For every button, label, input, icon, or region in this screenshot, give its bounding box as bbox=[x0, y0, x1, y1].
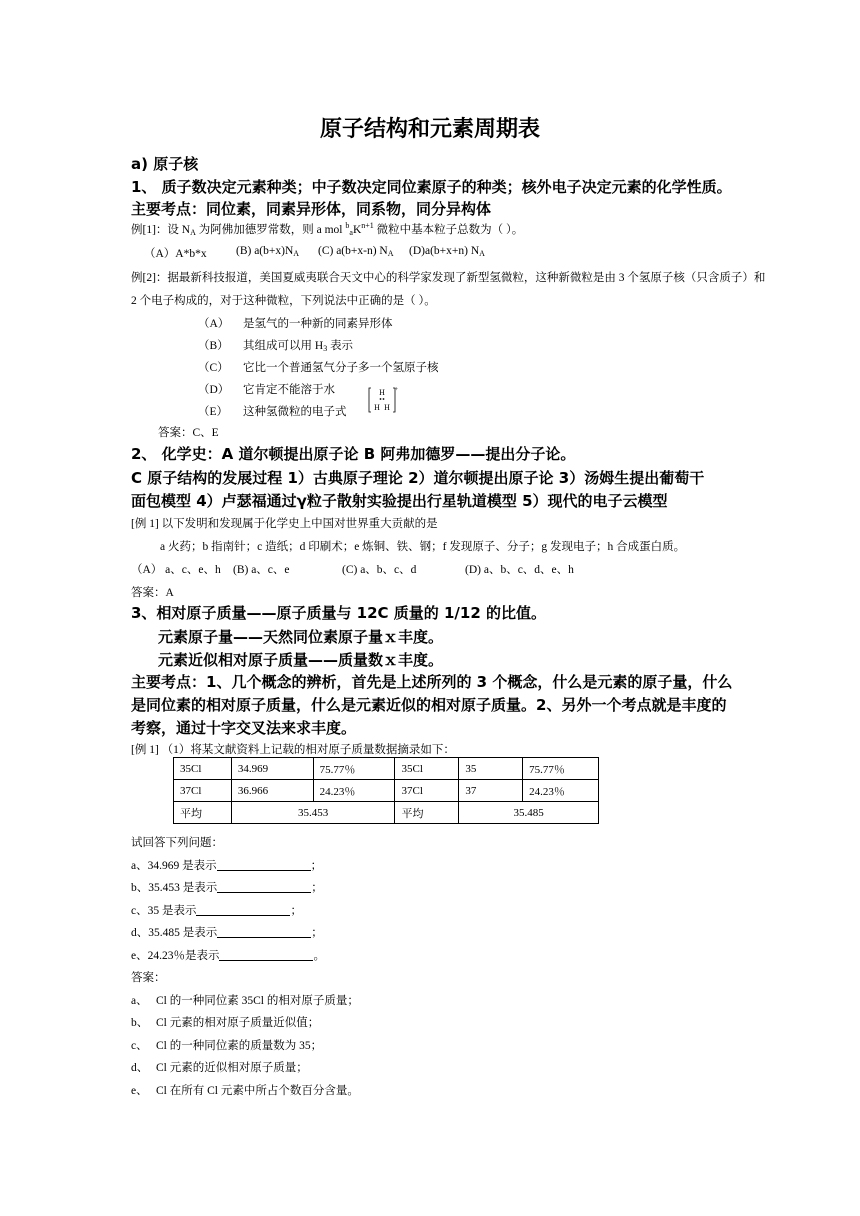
example-1-option-c bbox=[318, 245, 394, 258]
text: ； bbox=[311, 927, 323, 939]
table-row bbox=[174, 780, 599, 802]
subscript: A bbox=[479, 249, 485, 258]
example-1-option-a: （A）A*b*x bbox=[144, 248, 207, 260]
text: d、35.485 是表示 bbox=[131, 927, 218, 939]
example-2-question-line-1: 例[2]：据最新科技报道，美国夏威夷联合天文中心的科学家发现了新型氢微粒，这种新微粒是由 3 个氢原子核（只含质子）和 bbox=[131, 272, 766, 284]
example-2-option-c-text: 它比一个普通氢气分子多一个氢原子核 bbox=[243, 362, 439, 374]
subscript: A bbox=[190, 228, 196, 237]
answer-e-key: e、 bbox=[131, 1085, 148, 1097]
fill-blank-e bbox=[131, 947, 325, 963]
table-cell: 平均 bbox=[174, 802, 232, 824]
example-1-question bbox=[131, 221, 523, 237]
charge-label: + bbox=[394, 387, 398, 393]
example-2-answer: 答案：C、E bbox=[158, 427, 219, 439]
text: (C) a(b+x-n) N bbox=[318, 245, 388, 257]
fill-blank-a bbox=[131, 857, 322, 873]
subscript: A bbox=[387, 249, 394, 258]
option-key: （B） bbox=[198, 340, 229, 352]
section-1-heading: 1、 质子数决定元素种类；中子数决定同位素原子的种类；核外电子决定元素的化学性质。 bbox=[131, 178, 732, 196]
subscript: 3 bbox=[323, 344, 328, 353]
table-row bbox=[174, 802, 599, 824]
example-2-option-e-text: 这种氢微粒的电子式 bbox=[243, 406, 347, 418]
fill-blank-c bbox=[131, 902, 302, 918]
table-cell: 36.966 bbox=[231, 780, 313, 802]
electron-dot bbox=[383, 398, 385, 400]
table-row bbox=[174, 758, 599, 780]
text: 例[1]：设 N bbox=[131, 224, 191, 236]
option-key: （C） bbox=[198, 362, 229, 374]
table-cell: 24.23％ bbox=[313, 780, 395, 802]
table-cell: 平均 bbox=[395, 802, 459, 824]
section-3-key-points-line-1: 主要考点：1、几个概念的辨析，首先是上述所列的 3 个概念，什么是元素的原子量，什么 bbox=[131, 673, 733, 691]
section-3-key-points-line-3: 考察，通过十字交叉法来求丰度。 bbox=[131, 719, 357, 737]
example-2-option-a bbox=[198, 315, 229, 331]
answer-c-key: c、 bbox=[131, 1040, 148, 1052]
section-a-heading: a) 原子核 bbox=[131, 155, 199, 173]
section-3-line-3: 元素近似相对原子质量——质量数ｘ丰度。 bbox=[158, 651, 444, 669]
section-2-example-1-items: a 火药；b 指南针；c 造纸；d 印刷术；e 炼铜、铁、钢；f 发现原子、分子；g 发现电子；h 合成蛋白质。 bbox=[160, 541, 686, 553]
example-2-option-c bbox=[198, 359, 229, 375]
section-2-example-1: [例 1] 以下发明和发现属于化学史上中国对世界重大贡献的是 bbox=[131, 518, 438, 530]
electron-structure-formula bbox=[368, 386, 398, 414]
section-2-option-a: （A） a、c、e、h bbox=[131, 564, 221, 576]
text: ； bbox=[310, 860, 323, 872]
answer-b-key: b、 bbox=[131, 1017, 149, 1029]
text: 为阿佛加德罗常数，则 a mol bbox=[195, 224, 346, 236]
example-1-option-b bbox=[236, 245, 299, 258]
subscript: A bbox=[293, 249, 300, 258]
text: K bbox=[352, 224, 362, 236]
table-cell: 37Cl bbox=[395, 780, 459, 802]
text: e、24.23％是表示 bbox=[131, 950, 220, 962]
text: b、35.453 是表示 bbox=[131, 882, 218, 894]
answer-blank[interactable] bbox=[196, 904, 290, 916]
bottom-right-hydrogen-label: H bbox=[384, 403, 390, 412]
answer-blank[interactable] bbox=[217, 926, 311, 938]
table-cell: 37 bbox=[459, 780, 523, 802]
document-title: 原子结构和元素周期表 bbox=[319, 117, 540, 142]
text: c、35 是表示 bbox=[131, 905, 197, 917]
fill-blank-d bbox=[131, 924, 323, 940]
example-2-option-b-text bbox=[243, 337, 353, 353]
answer-a-text: Cl 的一种同位素 35Cl 的相对原子质量； bbox=[156, 995, 359, 1007]
answer-blank[interactable] bbox=[219, 949, 313, 961]
option-key: （D） bbox=[198, 384, 230, 396]
example-2-option-a-text: 是氢气的一种新的同素异形体 bbox=[243, 318, 393, 330]
text: (D)a(b+x+n) N bbox=[409, 245, 480, 257]
electron-dot bbox=[380, 398, 382, 400]
example-2-option-d bbox=[198, 381, 229, 397]
section-2-line-3: 面包模型 4）卢瑟福通过γ粒子散射实验提出行星轨道模型 5）现代的电子云模型 bbox=[131, 492, 668, 510]
table-cell: 35.485 bbox=[459, 802, 599, 824]
table-cell: 34.969 bbox=[231, 758, 313, 780]
text: 表示 bbox=[327, 340, 354, 352]
example-1-option-d bbox=[409, 245, 485, 258]
subscript: a bbox=[349, 228, 353, 237]
section-2-answer: 答案：A bbox=[131, 587, 174, 599]
answer-a-key: a、 bbox=[131, 995, 148, 1007]
option-key: （A） bbox=[198, 318, 230, 330]
example-2-option-b bbox=[198, 337, 229, 353]
table-cell: 35.453 bbox=[231, 802, 395, 824]
bottom-left-hydrogen-label: H bbox=[374, 403, 380, 412]
answer-b-text: Cl 元素的相对原子质量近似值； bbox=[156, 1017, 320, 1029]
section-3-line-2: 元素原子量——天然同位素原子量ｘ丰度。 bbox=[158, 628, 444, 646]
table-cell: 35 bbox=[459, 758, 523, 780]
superscript: n+1 bbox=[361, 221, 374, 230]
answer-d-key: d、 bbox=[131, 1062, 149, 1074]
section-2-option-d: (D) a、b、c、d、e、h bbox=[465, 564, 574, 576]
text: 。 bbox=[313, 950, 325, 962]
top-hydrogen-label: H bbox=[379, 388, 385, 397]
answer-c-text: Cl 的一种同位素的质量数为 35； bbox=[156, 1040, 323, 1052]
section-2-option-c: (C) a、b、c、d bbox=[342, 564, 417, 576]
section-2-heading: 2、 化学史：A 道尔顿提出原子论 B 阿弗加德罗——提出分子论。 bbox=[131, 445, 576, 463]
example-2-option-e bbox=[198, 403, 228, 419]
table-cell: 75.77％ bbox=[313, 758, 395, 780]
text: ； bbox=[290, 905, 302, 917]
section-3-key-points-line-2: 是同位素的相对原子质量，什么是元素近似的相对原子质量。2、另外一个考点就是丰度的 bbox=[131, 696, 727, 714]
fill-blank-b bbox=[131, 879, 323, 895]
text: (B) a(b+x)N bbox=[236, 245, 294, 257]
answer-e-text: Cl 在所有 Cl 元素中所占个数百分含量。 bbox=[156, 1085, 359, 1097]
table-cell: 37Cl bbox=[174, 780, 232, 802]
section-2-line-2: C 原子结构的发展过程 1）古典原子理论 2）道尔顿提出原子论 3）汤姆生提出葡萄干 bbox=[131, 469, 705, 487]
text: 微粒中基本粒子总数为（ ）。 bbox=[373, 224, 524, 236]
answer-blank[interactable] bbox=[217, 859, 311, 871]
answers-label: 答案： bbox=[131, 972, 166, 984]
example-2-option-d-text: 它肯定不能溶于水 bbox=[243, 384, 335, 396]
option-key: （E） bbox=[198, 406, 229, 418]
answer-blank[interactable] bbox=[217, 881, 311, 893]
superscript: b bbox=[345, 221, 350, 230]
table-cell: 35Cl bbox=[395, 758, 459, 780]
answer-d-text: Cl 元素的近似相对原子质量； bbox=[156, 1062, 308, 1074]
questions-intro: 试回答下列问题： bbox=[131, 837, 223, 849]
text: 其组成可以用 H bbox=[243, 340, 324, 352]
section-2-option-b: (B) a、c、e bbox=[233, 564, 290, 576]
example-2-question-line-2: 2 个电子构成的，对于这种微粒，下列说法中正确的是（ ）。 bbox=[131, 295, 436, 307]
text: ； bbox=[311, 882, 323, 894]
table-cell: 75.77％ bbox=[523, 758, 599, 780]
section-1-key-points: 主要考点：同位素，同素异形体，同系物，同分异构体 bbox=[131, 200, 492, 218]
text: a、34.969 是表示 bbox=[131, 860, 217, 872]
section-3-heading: 3、相对原子质量——原子质量与 12C 质量的 1/12 的比值。 bbox=[131, 604, 546, 622]
section-3-example-1: [例 1] （1）将某文献资料上记载的相对原子质量数据摘录如下： bbox=[131, 744, 455, 756]
table-cell: 35Cl bbox=[174, 758, 232, 780]
atomic-mass-table bbox=[173, 757, 599, 824]
table-cell: 24.23％ bbox=[523, 780, 599, 802]
